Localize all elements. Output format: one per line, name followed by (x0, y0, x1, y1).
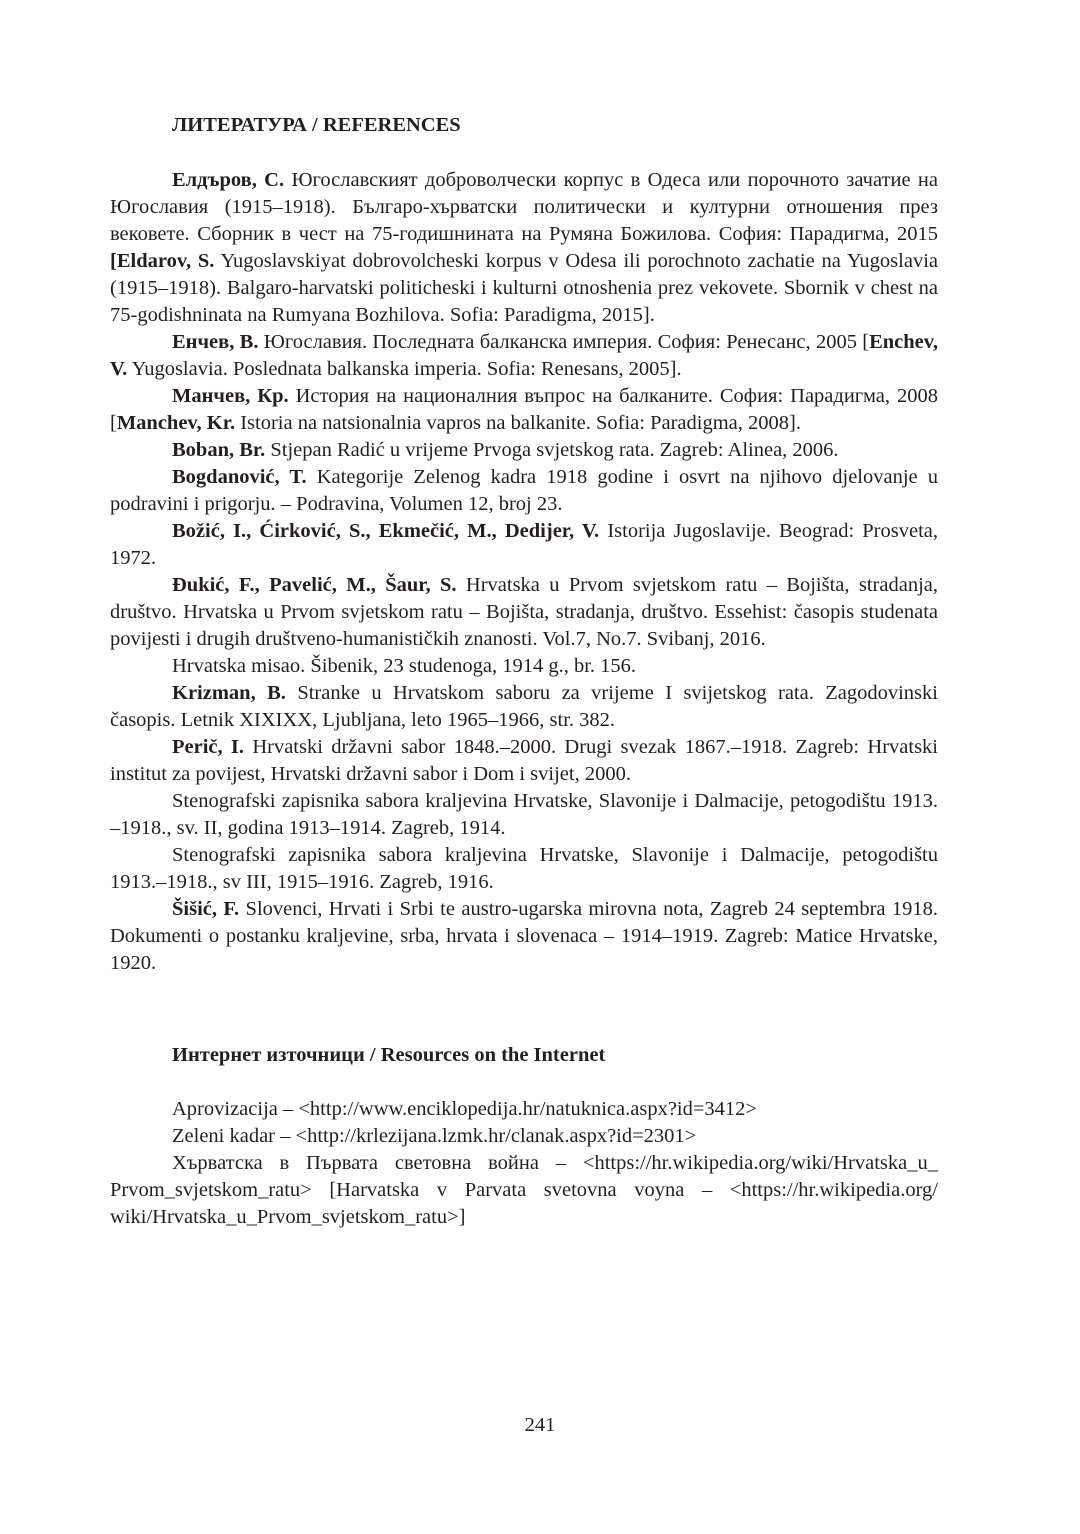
reference-text: Югославският доброволчески корпус в Одеса или порочното зачатие на Югославия (1915–1918). Българо-хърватски политически и културни отношения през вековете. Сборник в чест на 75-годишнината на Румяна Божилова. София: Парадигма, 2015 (110, 169, 938, 245)
reference-text-transliterated: Yugoslavskiyat dobrovolcheski korpus v Odesa ili porochnoto zachatie na Yugoslavia (1915–1918). Balgaro-harvatski politicheski i kulturni otnoshenia prez vekovete. Sbornik v chest na 75-godishninata na Rumyana Bozhilova. Sofia: Paradigma, 2015]. (110, 250, 938, 326)
reference-author: Манчев, Кр. (172, 385, 289, 407)
reference-author: Perič, I. (172, 736, 245, 758)
reference-entry (110, 518, 938, 572)
reference-author-transliterated: Eldarov, S. (116, 250, 215, 272)
reference-entry (110, 383, 938, 437)
reference-text: Stenografski zapisnika sabora kraljevina Hrvatske, Slavonije i Dalmacije, petogodištu 1913.–1918., sv III, 1915–1916. Zagreb, 1916. (110, 844, 938, 893)
internet-resource-entry: Хърватска в Първата световна война – <https://hr.wikipedia.org/wiki/Hrvatska_u_ Prvom_svjetskom_ratu> [Harvatska v Parvata svetovna voyna – <https://hr.wikipedia.org/ wiki/Hrvatska_u_Prvom_svjetskom_ratu>] (110, 1152, 938, 1228)
internet-resource-entry: Zeleni kadar – <http://krlezijana.lzmk.hr/clanak.aspx?id=2301> (172, 1125, 697, 1147)
reference-entry (110, 788, 938, 842)
reference-author: Елдъров, С. (172, 169, 285, 191)
internet-resources-heading: Интернет източници / Resources on the Internet (172, 1044, 606, 1066)
internet-resource-entry: Aprovizacija – <http://www.enciklopedija.hr/natuknica.aspx?id=3412> (172, 1098, 757, 1120)
reference-text: История на националния въпрос на балканите. София: Парадигма, 2008 (288, 385, 938, 407)
reference-author-transliterated: Manchev, Kr. (116, 412, 236, 434)
reference-author: Đukić, F., Pavelić, M., Šaur, S. (172, 574, 457, 596)
reference-text: Kategorije Zelenog kadra 1918 godine i osvrt na njihovo djelovanje u podravini i prigorju. – Podravina, Volumen 12, broj 23. (110, 466, 938, 515)
bracket: [ (862, 331, 870, 353)
reference-text-transliterated: Istoria na natsionalnia vapros na balkanite. Sofia: Paradigma, 2008]. (235, 412, 801, 434)
reference-entry (110, 167, 938, 329)
reference-entry (110, 572, 938, 653)
internet-resources-list (110, 1096, 938, 1231)
reference-entry (110, 653, 938, 680)
reference-author: Енчев, В. (172, 331, 259, 353)
reference-entry (110, 842, 938, 896)
references-heading: ЛИТЕРАТУРА / REFERENCES (172, 114, 461, 136)
reference-text: Stjepan Radić u vrijeme Prvoga svjetskog rata. Zagreb: Alinea, 2006. (265, 439, 839, 461)
reference-entry (110, 734, 938, 788)
reference-text: Югославия. Последната балканска империя. София: Ренесанс, 2005 (258, 331, 863, 353)
references-list (110, 167, 938, 977)
reference-text-transliterated: Yugoslavia. Poslednata balkanska imperia. Sofia: Renesans, 2005]. (127, 358, 682, 380)
reference-text: Hrvatska misao. Šibenik, 23 studenoga, 1914 g., br. 156. (172, 655, 637, 677)
page-number: 241 (524, 1414, 556, 1436)
bracket: [ (110, 250, 117, 272)
reference-author: Božić, I., Ćirković, S., Ekmečić, M., Dedijer, V. (172, 520, 600, 542)
reference-text: Stranke u Hrvatskom saboru za vrijeme I svijetskog rata. Zagodovinski časopis. Letnik XIXIXX, Ljubljana, leto 1965–1966, str. 382. (110, 682, 938, 731)
reference-entry (110, 896, 938, 977)
reference-author: Bogdanović, T. (172, 466, 307, 488)
reference-entry (110, 329, 938, 383)
reference-entry (110, 437, 938, 464)
reference-author: Šišić, F. (172, 898, 240, 920)
reference-text: Hrvatska u Prvom svjetskom ratu – Bojišta, stradanja, društvo. Hrvatska u Prvom svjetskom ratu – Bojišta, stradanja, društvo. Essehist: časopis studenata povijesti i drugih društveno-humanističkih znanosti. Vol.7, No.7. Svibanj, 2016. (110, 574, 938, 650)
reference-author-transliterated: Enchev, V. (110, 331, 938, 380)
reference-text: Stenografski zapisnika sabora kraljevina Hrvatske, Slavonije i Dalmacije, petogodištu 1913. –1918., sv. II, godina 1913–1914. Zagreb, 1914. (110, 790, 938, 839)
reference-author: Boban, Br. (172, 439, 266, 461)
reference-author: Krizman, B. (172, 682, 286, 704)
reference-text: Istorija Jugoslavije. Beograd: Prosveta, 1972. (110, 520, 938, 569)
document-page (110, 110, 938, 1231)
bracket: [ (110, 412, 117, 434)
reference-entry (110, 464, 938, 518)
reference-text: Slovenci, Hrvati i Srbi te austro-ugarska mirovna nota, Zagreb 24 septembra 1918. Dokumenti o postanku kraljevine, srba, hrvata i slovenaca – 1914–1919. Zagreb: Matice Hrvatske, 1920. (110, 898, 938, 974)
reference-text: Hrvatski državni sabor 1848.–2000. Drugi svezak 1867.–1918. Zagreb: Hrvatski institut za povijest, Hrvatski državni sabor i Dom i svijet, 2000. (110, 736, 938, 785)
reference-entry (110, 680, 938, 734)
